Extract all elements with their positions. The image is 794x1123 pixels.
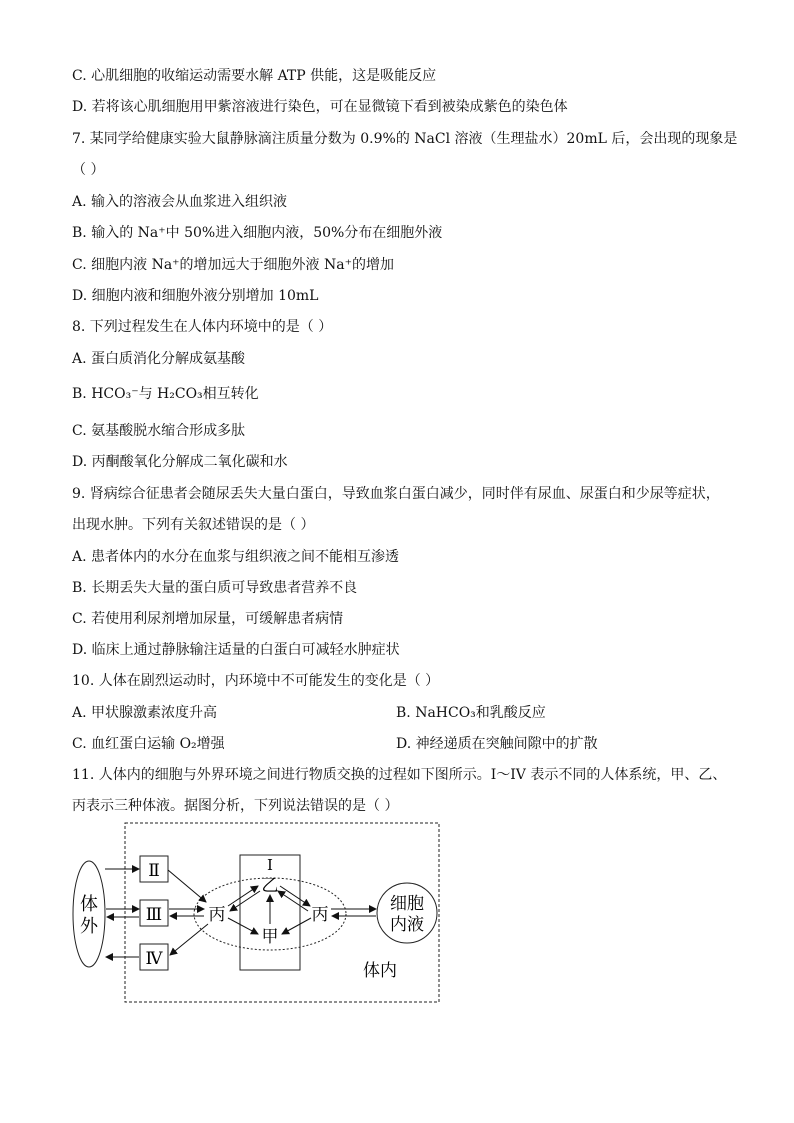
text-line: A. 输入的溶液会从血浆进入组织液	[72, 194, 288, 210]
option-right: D. 神经递质在突触间隙中的扩散	[396, 736, 598, 752]
text-line: A. 甲状腺激素浓度升高	[72, 705, 218, 721]
text-line: A. 患者体内的水分在血浆与组织液之间不能相互渗透	[72, 549, 400, 565]
text-line: A. 蛋白质消化分解成氨基酸	[72, 351, 246, 367]
arrow-bing-to-yi	[228, 886, 258, 906]
system-label-III: Ⅲ	[145, 905, 163, 925]
arrow-bing-to-jia	[228, 918, 258, 934]
text-line: C. 心肌细胞的收缩运动需要水解 ATP 供能，这是吸能反应	[72, 68, 437, 84]
text-line: C. 细胞内液 Na⁺的增加远大于细胞外液 Na⁺的增加	[72, 257, 394, 273]
system-label-I: Ⅰ	[267, 856, 273, 874]
body-fluid-exchange-diagram	[70, 820, 450, 1010]
arrow-yi-to-bing-right	[280, 886, 310, 906]
fluid-bing-left: 丙	[208, 905, 226, 925]
fluid-yi: 乙	[261, 876, 279, 896]
text-line: C. 若使用利尿剂增加尿量，可缓解患者病情	[72, 611, 344, 627]
arrow-bing-to-IV	[170, 924, 208, 955]
fluid-bing-right: 丙	[311, 905, 329, 925]
text-line: D. 细胞内液和细胞外液分别增加 10mL	[72, 288, 319, 304]
cell-fluid-label-2: 内液	[390, 915, 424, 935]
arrow-yi-to-bing	[230, 891, 260, 911]
text-line: 11. 人体内的细胞与外界环境之间进行物质交换的过程如下图所示。I～IV 表示不同的人体系统，甲、乙、	[72, 767, 727, 783]
fluid-jia: 甲	[261, 927, 279, 947]
option-right: B. NaHCO₃和乳酸反应	[396, 705, 546, 721]
text-line: 8. 下列过程发生在人体内环境中的是（ ）	[72, 319, 333, 335]
text-line: 出现水肿。下列有关叙述错误的是（ ）	[72, 517, 315, 533]
arrow-II-to-bing	[168, 870, 206, 902]
text-line: （ ）	[72, 162, 105, 178]
outside-label-1: 体	[80, 894, 98, 915]
inside-label: 体内	[363, 961, 397, 981]
text-line: C. 血红蛋白运输 O₂增强	[72, 736, 225, 752]
text-line: 丙表示三种体液。据图分析，下列说法错误的是（ ）	[72, 798, 399, 814]
cell-fluid-label-1: 细胞	[390, 894, 424, 914]
text-line: B. HCO₃⁻与 H₂CO₃相互转化	[72, 386, 259, 402]
text-line: 7. 某同学给健康实验大鼠静脉滴注质量分数为 0.9%的 NaCl 溶液（生理盐水）20mL 后，会出现的现象是	[72, 131, 738, 147]
text-line: D. 临床上通过静脉输注适量的白蛋白可减轻水肿症状	[72, 642, 400, 658]
text-line: 10. 人体在剧烈运动时，内环境中不可能发生的变化是（ ）	[72, 673, 440, 689]
text-line: D. 若将该心肌细胞用甲紫溶液进行染色，可在显微镜下看到被染成紫色的染色体	[72, 99, 568, 115]
text-line: 9. 肾病综合征患者会随尿丢失大量白蛋白，导致血浆白蛋白减少，同时伴有尿血、尿蛋白和少尿等症状，	[72, 486, 720, 502]
system-label-IV: Ⅳ	[145, 949, 163, 969]
text-line: D. 丙酮酸氧化分解成二氧化碳和水	[72, 454, 288, 470]
text-line: B. 输入的 Na⁺中 50%进入细胞内液，50%分布在细胞外液	[72, 225, 443, 241]
text-line: C. 氨基酸脱水缩合形成多肽	[72, 423, 246, 439]
outside-label-2: 外	[80, 916, 98, 937]
arrow-bing-right-to-yi	[278, 891, 308, 911]
text-line: B. 长期丢失大量的蛋白质可导致患者营养不良	[72, 580, 358, 596]
system-label-II: Ⅱ	[148, 861, 160, 881]
arrow-bing-right-to-jia	[282, 918, 311, 934]
